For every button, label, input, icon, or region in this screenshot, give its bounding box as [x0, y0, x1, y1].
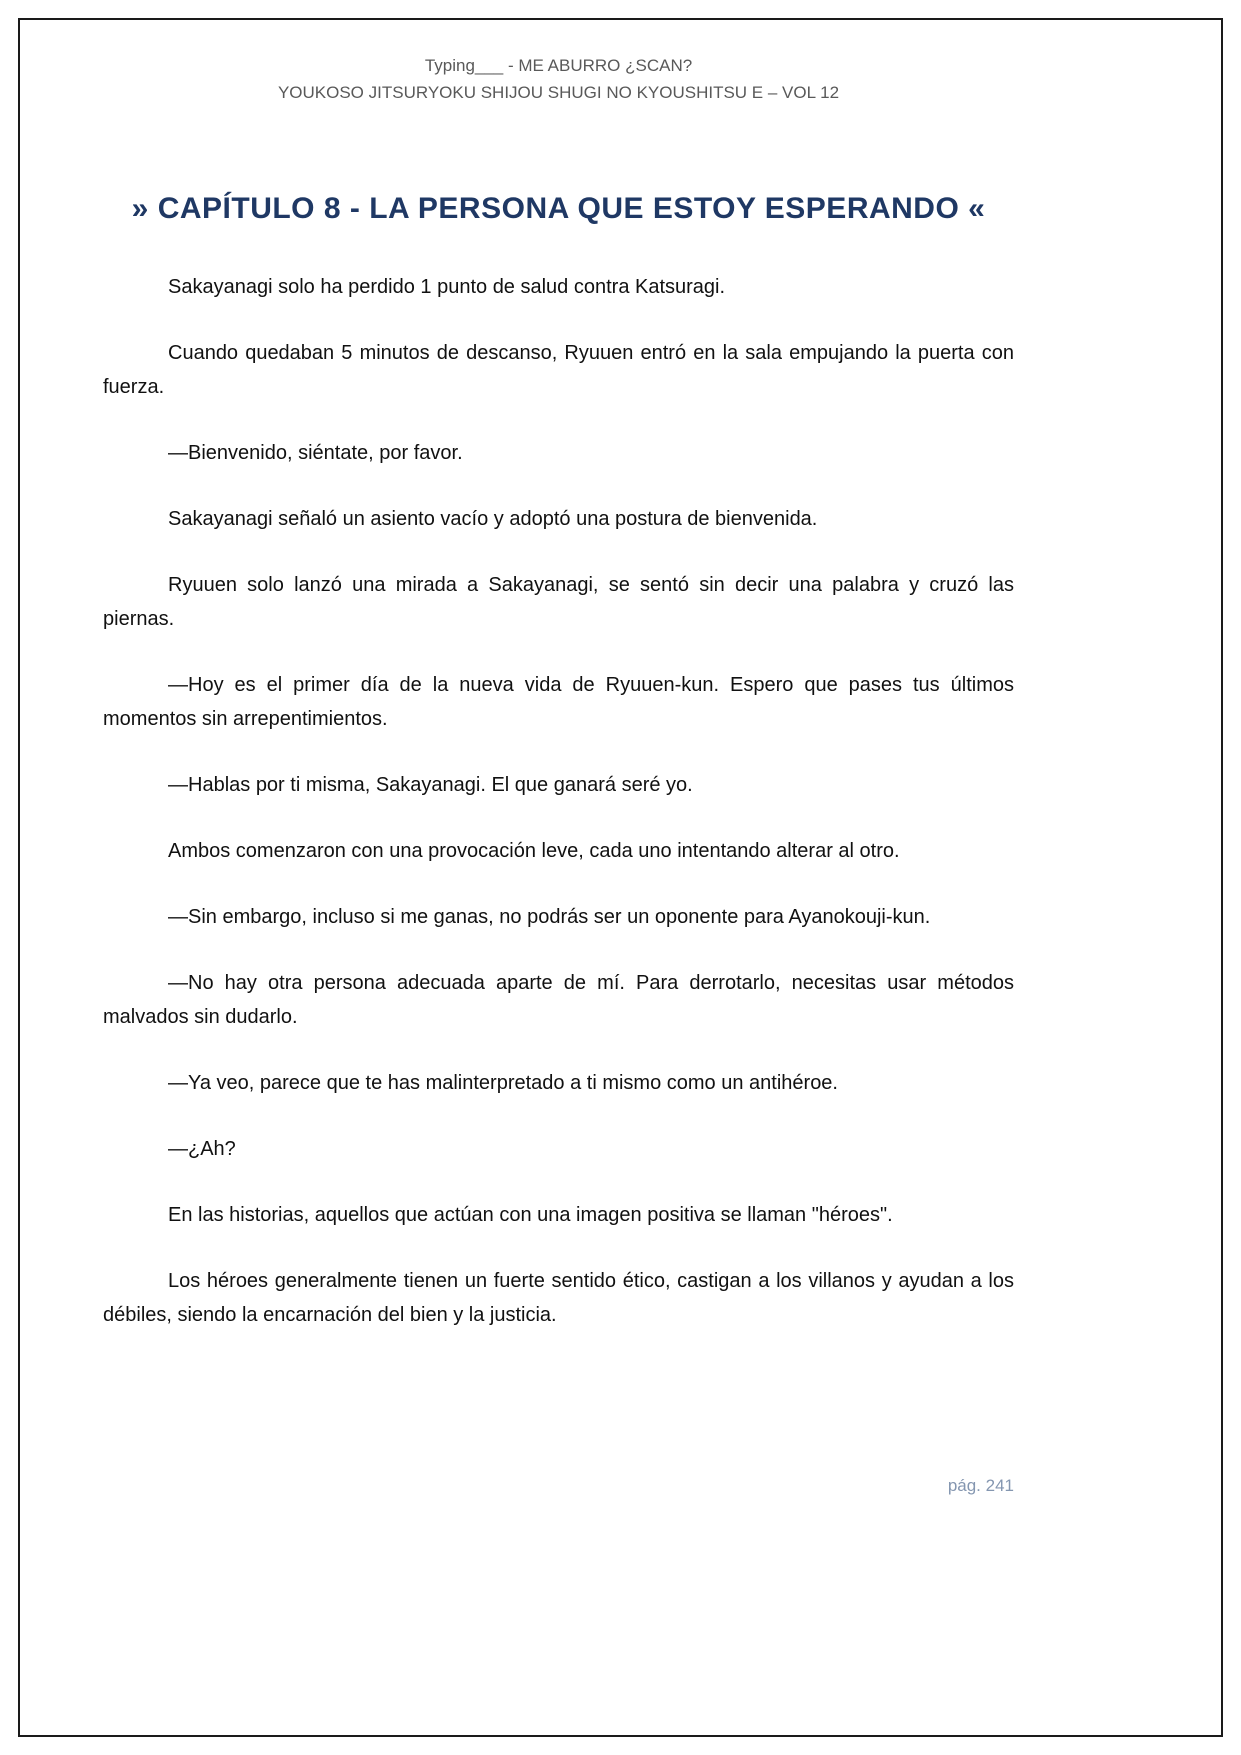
- paragraph-14: Los héroes generalmente tienen un fuerte sentido ético, castigan a los villanos y ayudan a los débiles, siendo la encarnación del bien y la justicia.: [103, 1270, 1014, 1326]
- paragraph-11: —Ya veo, parece que te has malinterpretado a ti mismo como un antihéroe.: [168, 1072, 838, 1094]
- paragraph-2: Cuando quedaban 5 minutos de descanso, Ryuuen entró en la sala empujando la puerta con fuerza.: [103, 342, 1014, 398]
- paragraph-1: Sakayanagi solo ha perdido 1 punto de salud contra Katsuragi.: [168, 276, 726, 298]
- page-header: [103, 52, 1014, 106]
- body-paragraphs: [103, 270, 1014, 1332]
- paragraph-4: Sakayanagi señaló un asiento vacío y adoptó una postura de bienvenida.: [168, 508, 818, 530]
- paragraph-12: —¿Ah?: [168, 1138, 236, 1160]
- paragraph-6: —Hoy es el primer día de la nueva vida de Ryuuen-kun. Espero que pases tus últimos momentos sin arrepentimientos.: [103, 674, 1014, 730]
- paragraph-5: Ryuuen solo lanzó una mirada a Sakayanagi, se sentó sin decir una palabra y cruzó las piernas.: [103, 574, 1014, 630]
- paragraph-10: —No hay otra persona adecuada aparte de mí. Para derrotarlo, necesitas usar métodos malvados sin dudarlo.: [103, 972, 1014, 1028]
- page-footer: [103, 1476, 1014, 1496]
- page-number: pág. 241: [947, 1476, 1014, 1495]
- chapter-title: » CAPÍTULO 8 - LA PERSONA QUE ESTOY ESPERANDO «: [131, 192, 986, 225]
- paragraph-9: —Sin embargo, incluso si me ganas, no podrás ser un oponente para Ayanokouji-kun.: [168, 906, 931, 928]
- paragraph-7: —Hablas por ti misma, Sakayanagi. El que ganará seré yo.: [168, 774, 693, 796]
- page-content: [103, 52, 1014, 1364]
- paragraph-3: —Bienvenido, siéntate, por favor.: [168, 442, 463, 464]
- paragraph-8: Ambos comenzaron con una provocación leve, cada uno intentando alterar al otro.: [168, 840, 900, 862]
- paragraph-13: En las historias, aquellos que actúan con una imagen positiva se llaman "héroes".: [168, 1204, 893, 1226]
- header-scan-credit: Typing___ - ME ABURRO ¿SCAN?: [424, 56, 693, 75]
- header-volume-title: YOUKOSO JITSURYOKU SHIJOU SHUGI NO KYOUSHITSU E – VOL 12: [277, 83, 840, 102]
